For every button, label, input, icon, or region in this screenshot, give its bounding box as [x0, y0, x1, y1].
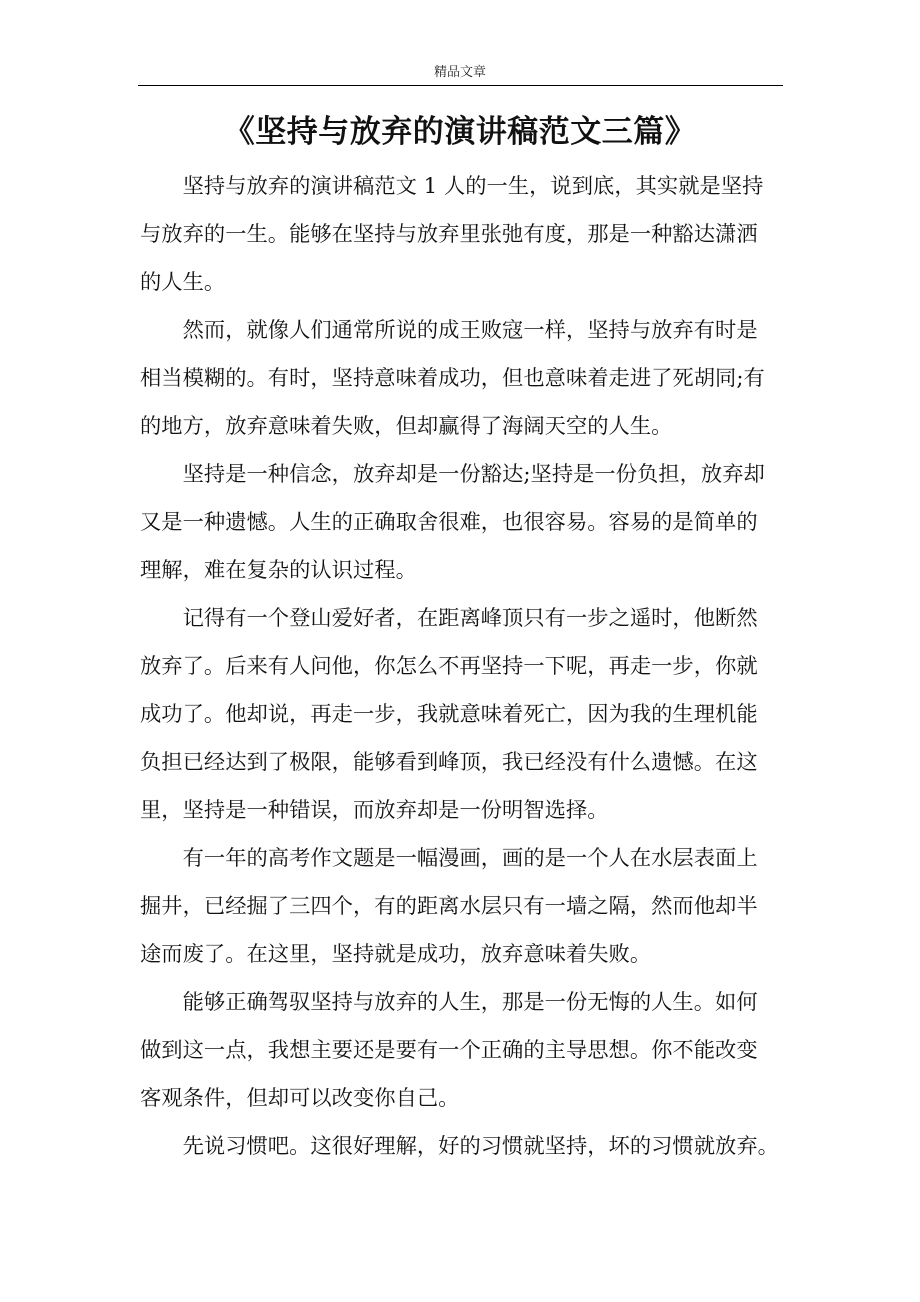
paragraph [140, 307, 780, 451]
text-line: 相当模糊的。有时，坚持意味着成功，但也意味着走进了死胡同;有 [140, 366, 765, 391]
text-line: 里，坚持是一种错误，而放弃却是一份明智选择。 [140, 798, 609, 823]
paragraph [140, 451, 780, 595]
text-line: 理解，难在复杂的认识过程。 [140, 558, 417, 583]
document-body [140, 163, 780, 1171]
paragraph [140, 979, 780, 1123]
paragraph [140, 835, 780, 979]
text-line: 先说习惯吧。这很好理解，好的习惯就坚持，坏的习惯就放弃。 [182, 1134, 779, 1159]
text-line: 坚持是一种信念，放弃却是一份豁达;坚持是一份负担，放弃却 [182, 462, 765, 487]
paragraph [140, 595, 780, 835]
text-line: 又是一种遗憾。人生的正确取舍很难，也很容易。容易的是简单的 [140, 510, 758, 535]
text-line: 负担已经达到了极限，能够看到峰顶，我已经没有什么遗憾。在这 [140, 750, 758, 775]
text-line: 坚持与放弃的演讲稿范文 1 人的一生，说到底，其实就是坚持 [182, 174, 764, 199]
text-line: 放弃了。后来有人问他，你怎么不再坚持一下呢，再走一步，你就 [140, 654, 758, 679]
text-line: 能够正确驾驭坚持与放弃的人生，那是一份无悔的人生。如何 [182, 990, 758, 1015]
text-line: 途而废了。在这里，坚持就是成功，放弃意味着失败。 [140, 942, 652, 967]
text-line: 的人生。 [140, 270, 226, 295]
text-line: 然而，就像人们通常所说的成王败寇一样，坚持与放弃有时是 [182, 318, 758, 343]
text-line: 成功了。他却说，再走一步，我就意味着死亡，因为我的生理机能 [140, 702, 758, 727]
header-divider [138, 85, 783, 86]
text-line: 做到这一点，我想主要还是要有一个正确的主导思想。你不能改变 [140, 1038, 758, 1063]
page-header-label: 精品文章 [433, 65, 486, 80]
text-line: 的地方，放弃意味着失败，但却赢得了海阔天空的人生。 [140, 414, 673, 439]
text-line: 记得有一个登山爱好者，在距离峰顶只有一步之遥时，他断然 [182, 606, 758, 631]
paragraph [140, 163, 780, 307]
paragraph [140, 1123, 780, 1171]
text-line: 与放弃的一生。能够在坚持与放弃里张弛有度，那是一种豁达潇洒 [140, 222, 758, 247]
document-title: 《坚持与放弃的演讲稿范文三篇》 [223, 114, 697, 150]
text-line: 有一年的高考作文题是一幅漫画，画的是一个人在水层表面上 [182, 846, 758, 871]
text-line: 客观条件，但却可以改变你自己。 [140, 1086, 460, 1111]
text-line: 掘井，已经掘了三四个，有的距离水层只有一墙之隔，然而他却半 [140, 894, 758, 919]
